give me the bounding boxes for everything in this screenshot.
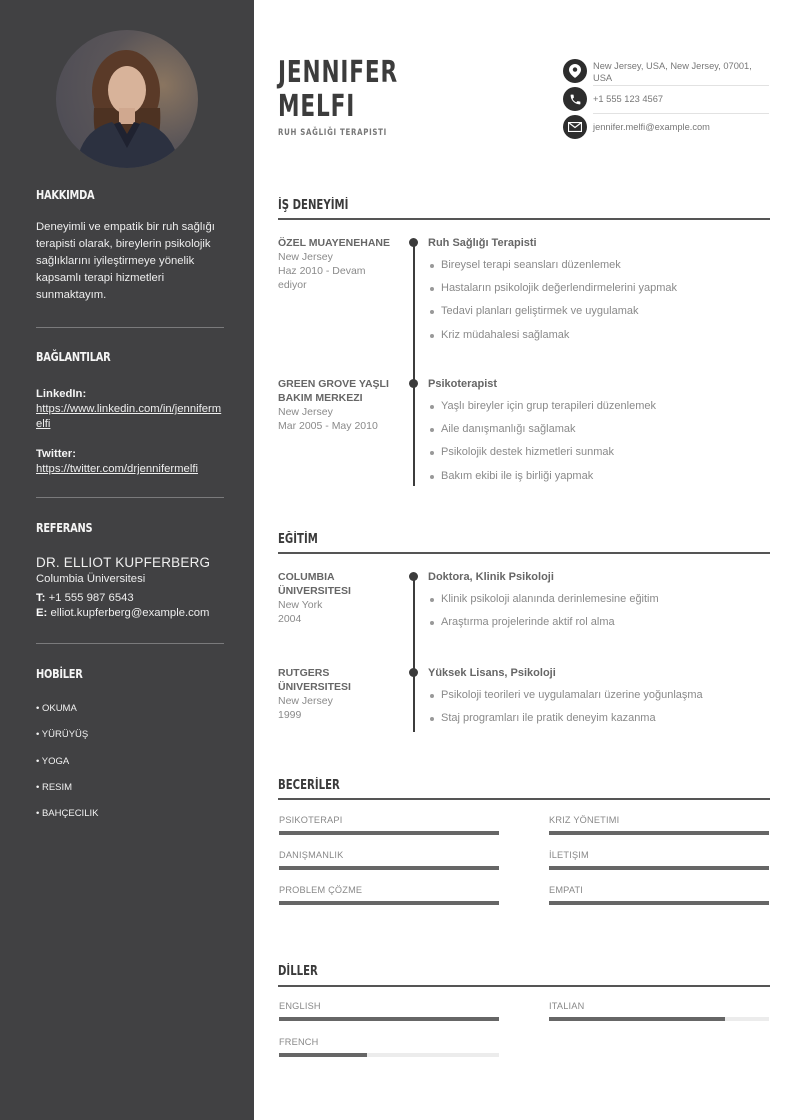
timeline-dot	[409, 668, 418, 677]
reference-heading: REFERANS	[36, 521, 93, 535]
reference-phone-label: T:	[36, 592, 46, 604]
sidebar-divider	[36, 497, 224, 498]
skill-bar	[549, 831, 769, 835]
sidebar	[0, 0, 254, 1120]
bullet-item: Staj programları ile pratik deneyim kazanma	[428, 707, 770, 730]
education-org: COLUMBIA ÜNIVERSITESI	[278, 571, 351, 597]
twitter-link[interactable]: https://twitter.com/drjennifermelfi	[36, 463, 198, 475]
skill-item	[549, 884, 769, 896]
phone-text: +1 555 123 4567	[593, 94, 664, 104]
sidebar-divider	[36, 327, 224, 328]
linkedin-link[interactable]: https://www.linkedin.com/in/jennifermelfi	[36, 403, 222, 430]
education-title: Doktora, Klinik Psikoloji	[428, 571, 554, 583]
location-pin-icon	[563, 59, 587, 83]
full-name	[278, 56, 398, 124]
contact-divider	[593, 85, 769, 86]
bullet-item: Bakım ekibi ile iş birliği yapmak	[428, 465, 770, 488]
skill-bar	[279, 831, 499, 835]
skill-name: PSIKOTERAPI	[279, 815, 343, 825]
language-item	[549, 1000, 769, 1012]
education-dates: 1999	[278, 709, 302, 721]
skill-bar	[549, 866, 769, 870]
hobby-item: • RESIM	[36, 781, 73, 793]
bullet-item: Bireysel terapi seansları düzenlemek	[428, 254, 770, 277]
first-name: JENNIFER	[278, 55, 399, 90]
links-section	[36, 350, 224, 477]
skill-bar-fill	[549, 901, 769, 905]
skill-name: EMPATI	[549, 885, 584, 895]
language-bar-fill	[549, 1017, 725, 1021]
bullet-item: Psikoloji teorileri ve uygulamaları üzerine yoğunlaşma	[428, 684, 770, 707]
sidebar-divider	[36, 643, 224, 644]
experience-timeline	[413, 242, 415, 486]
section-rule	[278, 798, 770, 800]
reference-org: Columbia Üniversitesi	[36, 573, 146, 585]
hobby-item: • BAHÇECILIK	[36, 808, 99, 820]
twitter-item	[36, 447, 224, 477]
skill-bar-fill	[279, 866, 499, 870]
education-location: New Jersey	[278, 695, 333, 707]
education-bullets	[428, 684, 770, 730]
experience-location: New Jersey	[278, 251, 333, 263]
experience-org: ÖZEL MUAYENEHANE	[278, 237, 391, 249]
email-text[interactable]: jennifer.melfi@example.com	[593, 122, 710, 132]
linkedin-item	[36, 387, 224, 432]
hobbies-section	[36, 667, 224, 833]
education-location: New York	[278, 599, 323, 611]
skill-bar	[279, 866, 499, 870]
experience-entry-right	[428, 236, 770, 347]
education-org: RUTGERS ÜNIVERSITESI	[278, 667, 351, 693]
skill-bar-fill	[279, 901, 499, 905]
about-section	[36, 188, 224, 304]
skill-bar	[549, 901, 769, 905]
hobby-item: • YOGA	[36, 755, 70, 767]
skill-bar-fill	[549, 831, 769, 835]
education-heading: EĞİTİM	[278, 532, 318, 547]
timeline-dot	[409, 572, 418, 581]
experience-dates: Haz 2010 - Devam ediyor	[278, 265, 366, 291]
section-rule	[278, 985, 770, 987]
skill-name: KRIZ YÖNETIMI	[549, 815, 620, 825]
language-name: ENGLISH	[279, 1001, 321, 1011]
reference-email	[36, 606, 224, 621]
skill-bar-fill	[279, 831, 499, 835]
language-item	[279, 1000, 499, 1012]
experience-dates: Mar 2005 - May 2010	[278, 420, 378, 432]
experience-location: New Jersey	[278, 406, 333, 418]
experience-heading: İŞ DENEYİMİ	[278, 198, 349, 213]
education-entry-right	[428, 666, 770, 730]
reference-phone	[36, 591, 224, 606]
skill-bar	[279, 901, 499, 905]
experience-entry-left	[278, 236, 393, 292]
education-entry-left	[278, 570, 393, 626]
reference-email-label: E:	[36, 607, 48, 619]
experience-bullets	[428, 395, 770, 488]
skill-name: İLETIŞIM	[549, 850, 589, 860]
section-rule	[278, 552, 770, 554]
links-heading: BAĞLANTILAR	[36, 350, 111, 364]
mail-icon	[563, 115, 587, 139]
skill-name: DANIŞMANLIK	[279, 850, 344, 860]
last-name: MELFI	[278, 89, 356, 124]
reference-section	[36, 521, 224, 621]
education-entry-right	[428, 570, 770, 634]
phone-icon	[563, 87, 587, 111]
hobby-item: • YÜRÜYÜŞ	[36, 729, 89, 741]
education-dates: 2004	[278, 613, 302, 625]
education-title: Yüksek Lisans, Psikoloji	[428, 667, 556, 679]
job-title: RUH SAĞLIĞI TERAPISTI	[278, 128, 387, 138]
experience-entry-left	[278, 377, 393, 433]
language-bar-fill	[279, 1017, 499, 1021]
reference-email-value: elliot.kupferberg@example.com	[50, 607, 210, 619]
profile-photo	[56, 30, 198, 168]
languages-heading: DİLLER	[278, 964, 318, 979]
linkedin-label: LinkedIn:	[36, 388, 87, 400]
language-name: ITALIAN	[549, 1001, 585, 1011]
skills-heading: BECERİLER	[278, 778, 340, 793]
language-bar	[279, 1053, 499, 1057]
education-entry-left	[278, 666, 393, 722]
bullet-item: Klinik psikoloji alanında derinlemesine eğitim	[428, 588, 770, 611]
experience-title: Ruh Sağlığı Terapisti	[428, 237, 537, 249]
skill-item	[549, 849, 769, 861]
reference-phone-value: +1 555 987 6543	[48, 592, 134, 604]
bullet-item: Hastaların psikolojik değerlendirmelerini yapmak	[428, 277, 770, 300]
education-timeline	[413, 576, 415, 732]
skill-name: PROBLEM ÇÖZME	[279, 885, 363, 895]
language-name: FRENCH	[279, 1037, 319, 1047]
skill-item	[279, 884, 499, 896]
timeline-dot	[409, 379, 418, 388]
language-item	[279, 1036, 499, 1048]
hobbies-heading: HOBİLER	[36, 667, 83, 681]
about-text: Deneyimli ve empatik bir ruh sağlığı terapisti olarak, bireylerin psikolojik sağlıklarını iyileştirmeye yönelik kapsamlı terapi hizmetleri sunmaktayım.	[36, 221, 215, 301]
language-bar	[279, 1017, 499, 1021]
skill-item	[279, 814, 499, 826]
twitter-label: Twitter:	[36, 448, 76, 460]
experience-title: Psikoterapist	[428, 378, 498, 390]
hobbies-list	[36, 702, 224, 833]
language-bar-fill	[279, 1053, 367, 1057]
bullet-item: Araştırma projelerinde aktif rol alma	[428, 611, 770, 634]
experience-bullets	[428, 254, 770, 347]
hobby-item: • OKUMA	[36, 703, 77, 714]
bullet-item: Kriz müdahalesi sağlamak	[428, 324, 770, 347]
experience-org: GREEN GROVE YAŞLI BAKIM MERKEZI	[278, 378, 389, 404]
skill-bar-fill	[549, 866, 769, 870]
language-bar	[549, 1017, 769, 1021]
bullet-item: Tedavi planları geliştirmek ve uygulamak	[428, 300, 770, 323]
contact-divider	[593, 113, 769, 114]
section-rule	[278, 218, 770, 220]
skill-item	[549, 814, 769, 826]
address-text: New Jersey, USA, New Jersey, 07001, USA	[593, 61, 752, 83]
reference-name: DR. ELLIOT KUPFERBERG	[36, 555, 211, 570]
timeline-dot	[409, 238, 418, 247]
about-heading: HAKKIMDA	[36, 188, 95, 202]
bullet-item: Yaşlı bireyler için grup terapileri düzenlemek	[428, 395, 770, 418]
education-bullets	[428, 588, 770, 634]
experience-entry-right	[428, 377, 770, 488]
bullet-item: Aile danışmanlığı sağlamak	[428, 418, 770, 441]
skill-item	[279, 849, 499, 861]
bullet-item: Psikolojik destek hizmetleri sunmak	[428, 441, 770, 464]
